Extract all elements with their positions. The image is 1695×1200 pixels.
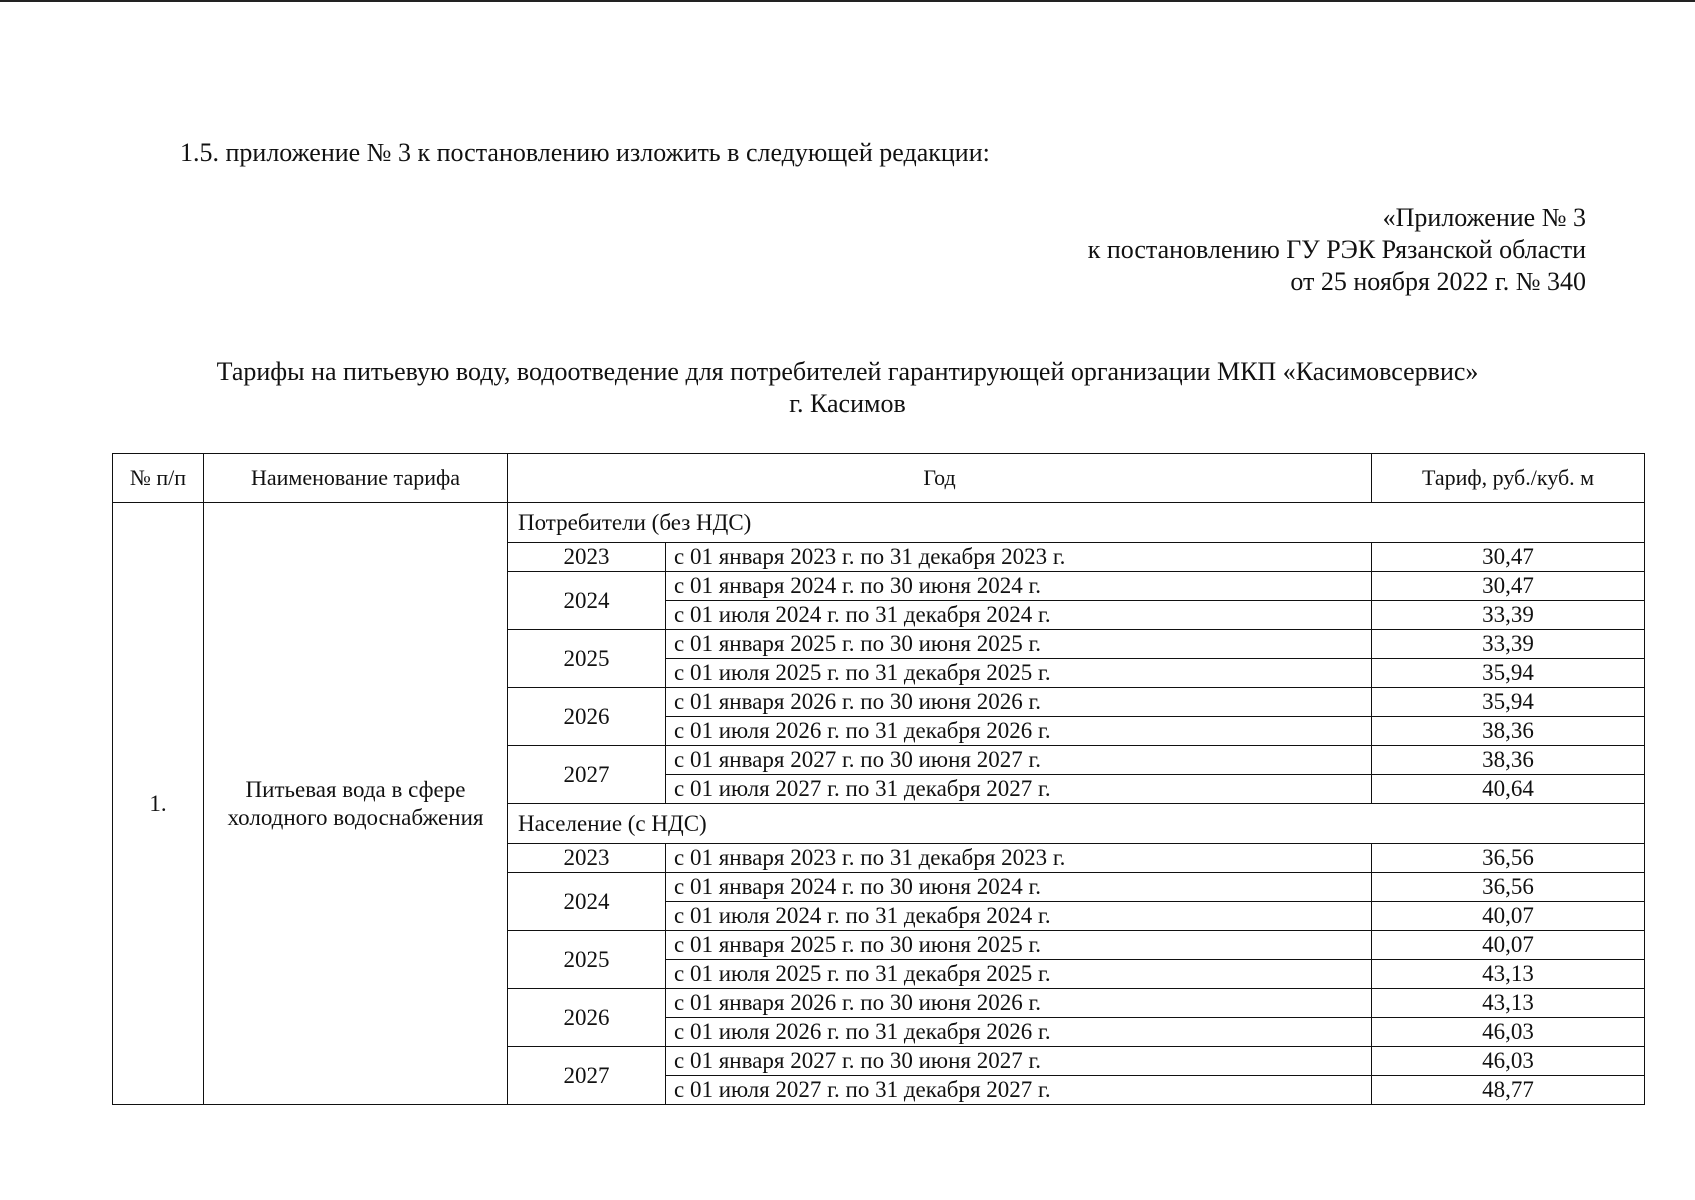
period-cell: с 01 января 2026 г. по 30 июня 2026 г. — [666, 688, 1372, 717]
period-cell: с 01 января 2024 г. по 30 июня 2024 г. — [666, 873, 1372, 902]
tariff-table-body — [113, 503, 1645, 1105]
header-number: № п/п — [113, 454, 204, 503]
title-line-2: г. Касимов — [789, 389, 906, 418]
header-tariff-value: Тариф, руб./куб. м — [1372, 454, 1645, 503]
period-cell: с 01 июля 2026 г. по 31 декабря 2026 г. — [666, 717, 1372, 746]
year-cell: 2026 — [508, 688, 666, 746]
period-cell: с 01 января 2023 г. по 31 декабря 2023 г. — [666, 844, 1372, 873]
tariff-value-cell: 40,07 — [1372, 931, 1645, 960]
period-cell: с 01 января 2026 г. по 30 июня 2026 г. — [666, 989, 1372, 1018]
tariff-value-cell: 43,13 — [1372, 989, 1645, 1018]
year-cell: 2025 — [508, 931, 666, 989]
tariff-value-cell: 43,13 — [1372, 960, 1645, 989]
year-cell: 2026 — [508, 989, 666, 1047]
page-top-rule — [0, 0, 1695, 2]
annex-heading — [1088, 202, 1586, 298]
document-title — [110, 356, 1585, 420]
year-cell: 2023 — [508, 543, 666, 572]
tariff-value-cell: 30,47 — [1372, 572, 1645, 601]
year-cell: 2025 — [508, 630, 666, 688]
consumer-group-label: Население (с НДС) — [508, 804, 1645, 844]
group-header-row — [113, 503, 1645, 543]
period-cell: с 01 января 2027 г. по 30 июня 2027 г. — [666, 746, 1372, 775]
period-cell: с 01 июля 2025 г. по 31 декабря 2025 г. — [666, 960, 1372, 989]
annex-line-3: от 25 ноября 2022 г. № 340 — [1290, 267, 1586, 296]
period-cell: с 01 января 2025 г. по 30 июня 2025 г. — [666, 931, 1372, 960]
period-cell: с 01 июля 2027 г. по 31 декабря 2027 г. — [666, 775, 1372, 804]
tariff-value-cell: 38,36 — [1372, 746, 1645, 775]
year-cell: 2023 — [508, 844, 666, 873]
annex-line-2: к постановлению ГУ РЭК Рязанской области — [1087, 235, 1586, 264]
annex-line-1: «Приложение № 3 — [1382, 203, 1586, 232]
year-cell: 2027 — [508, 746, 666, 804]
tariff-value-cell: 36,56 — [1372, 873, 1645, 902]
tariff-value-cell: 40,07 — [1372, 902, 1645, 931]
period-cell: с 01 июля 2025 г. по 31 декабря 2025 г. — [666, 659, 1372, 688]
consumer-group-label: Потребители (без НДС) — [508, 503, 1645, 543]
period-cell: с 01 июля 2024 г. по 31 декабря 2024 г. — [666, 601, 1372, 630]
period-cell: с 01 января 2027 г. по 30 июня 2027 г. — [666, 1047, 1372, 1076]
period-cell: с 01 июля 2024 г. по 31 декабря 2024 г. — [666, 902, 1372, 931]
title-line-1: Тарифы на питьевую воду, водоотведение для потребителей гарантирующей организации МКП «Касимовсервис» — [216, 357, 1479, 386]
year-cell: 2024 — [508, 572, 666, 630]
period-cell: с 01 января 2024 г. по 30 июня 2024 г. — [666, 572, 1372, 601]
tariff-value-cell: 46,03 — [1372, 1047, 1645, 1076]
year-cell: 2027 — [508, 1047, 666, 1105]
tariff-value-cell: 48,77 — [1372, 1076, 1645, 1105]
tariff-table — [112, 453, 1645, 1105]
tariff-value-cell: 36,56 — [1372, 844, 1645, 873]
tariff-value-cell: 30,47 — [1372, 543, 1645, 572]
period-cell: с 01 июля 2026 г. по 31 декабря 2026 г. — [666, 1018, 1372, 1047]
period-cell: с 01 января 2023 г. по 31 декабря 2023 г. — [666, 543, 1372, 572]
tariff-value-cell: 33,39 — [1372, 630, 1645, 659]
table-header-row — [113, 454, 1645, 503]
tariff-value-cell: 38,36 — [1372, 717, 1645, 746]
amendment-paragraph: 1.5. приложение № 3 к постановлению изложить в следующей редакции: — [180, 138, 990, 167]
tariff-value-cell: 33,39 — [1372, 601, 1645, 630]
period-cell: с 01 января 2025 г. по 30 июня 2025 г. — [666, 630, 1372, 659]
tariff-value-cell: 40,64 — [1372, 775, 1645, 804]
tariff-value-cell: 35,94 — [1372, 688, 1645, 717]
header-tariff-name: Наименование тарифа — [204, 454, 508, 503]
year-cell: 2024 — [508, 873, 666, 931]
tariff-value-cell: 35,94 — [1372, 659, 1645, 688]
period-cell: с 01 июля 2027 г. по 31 декабря 2027 г. — [666, 1076, 1372, 1105]
header-year: Год — [508, 454, 1372, 503]
tariff-value-cell: 46,03 — [1372, 1018, 1645, 1047]
row-number: 1. — [113, 503, 204, 1105]
tariff-name: Питьевая вода в сфере холодного водоснабжения — [204, 503, 508, 1105]
